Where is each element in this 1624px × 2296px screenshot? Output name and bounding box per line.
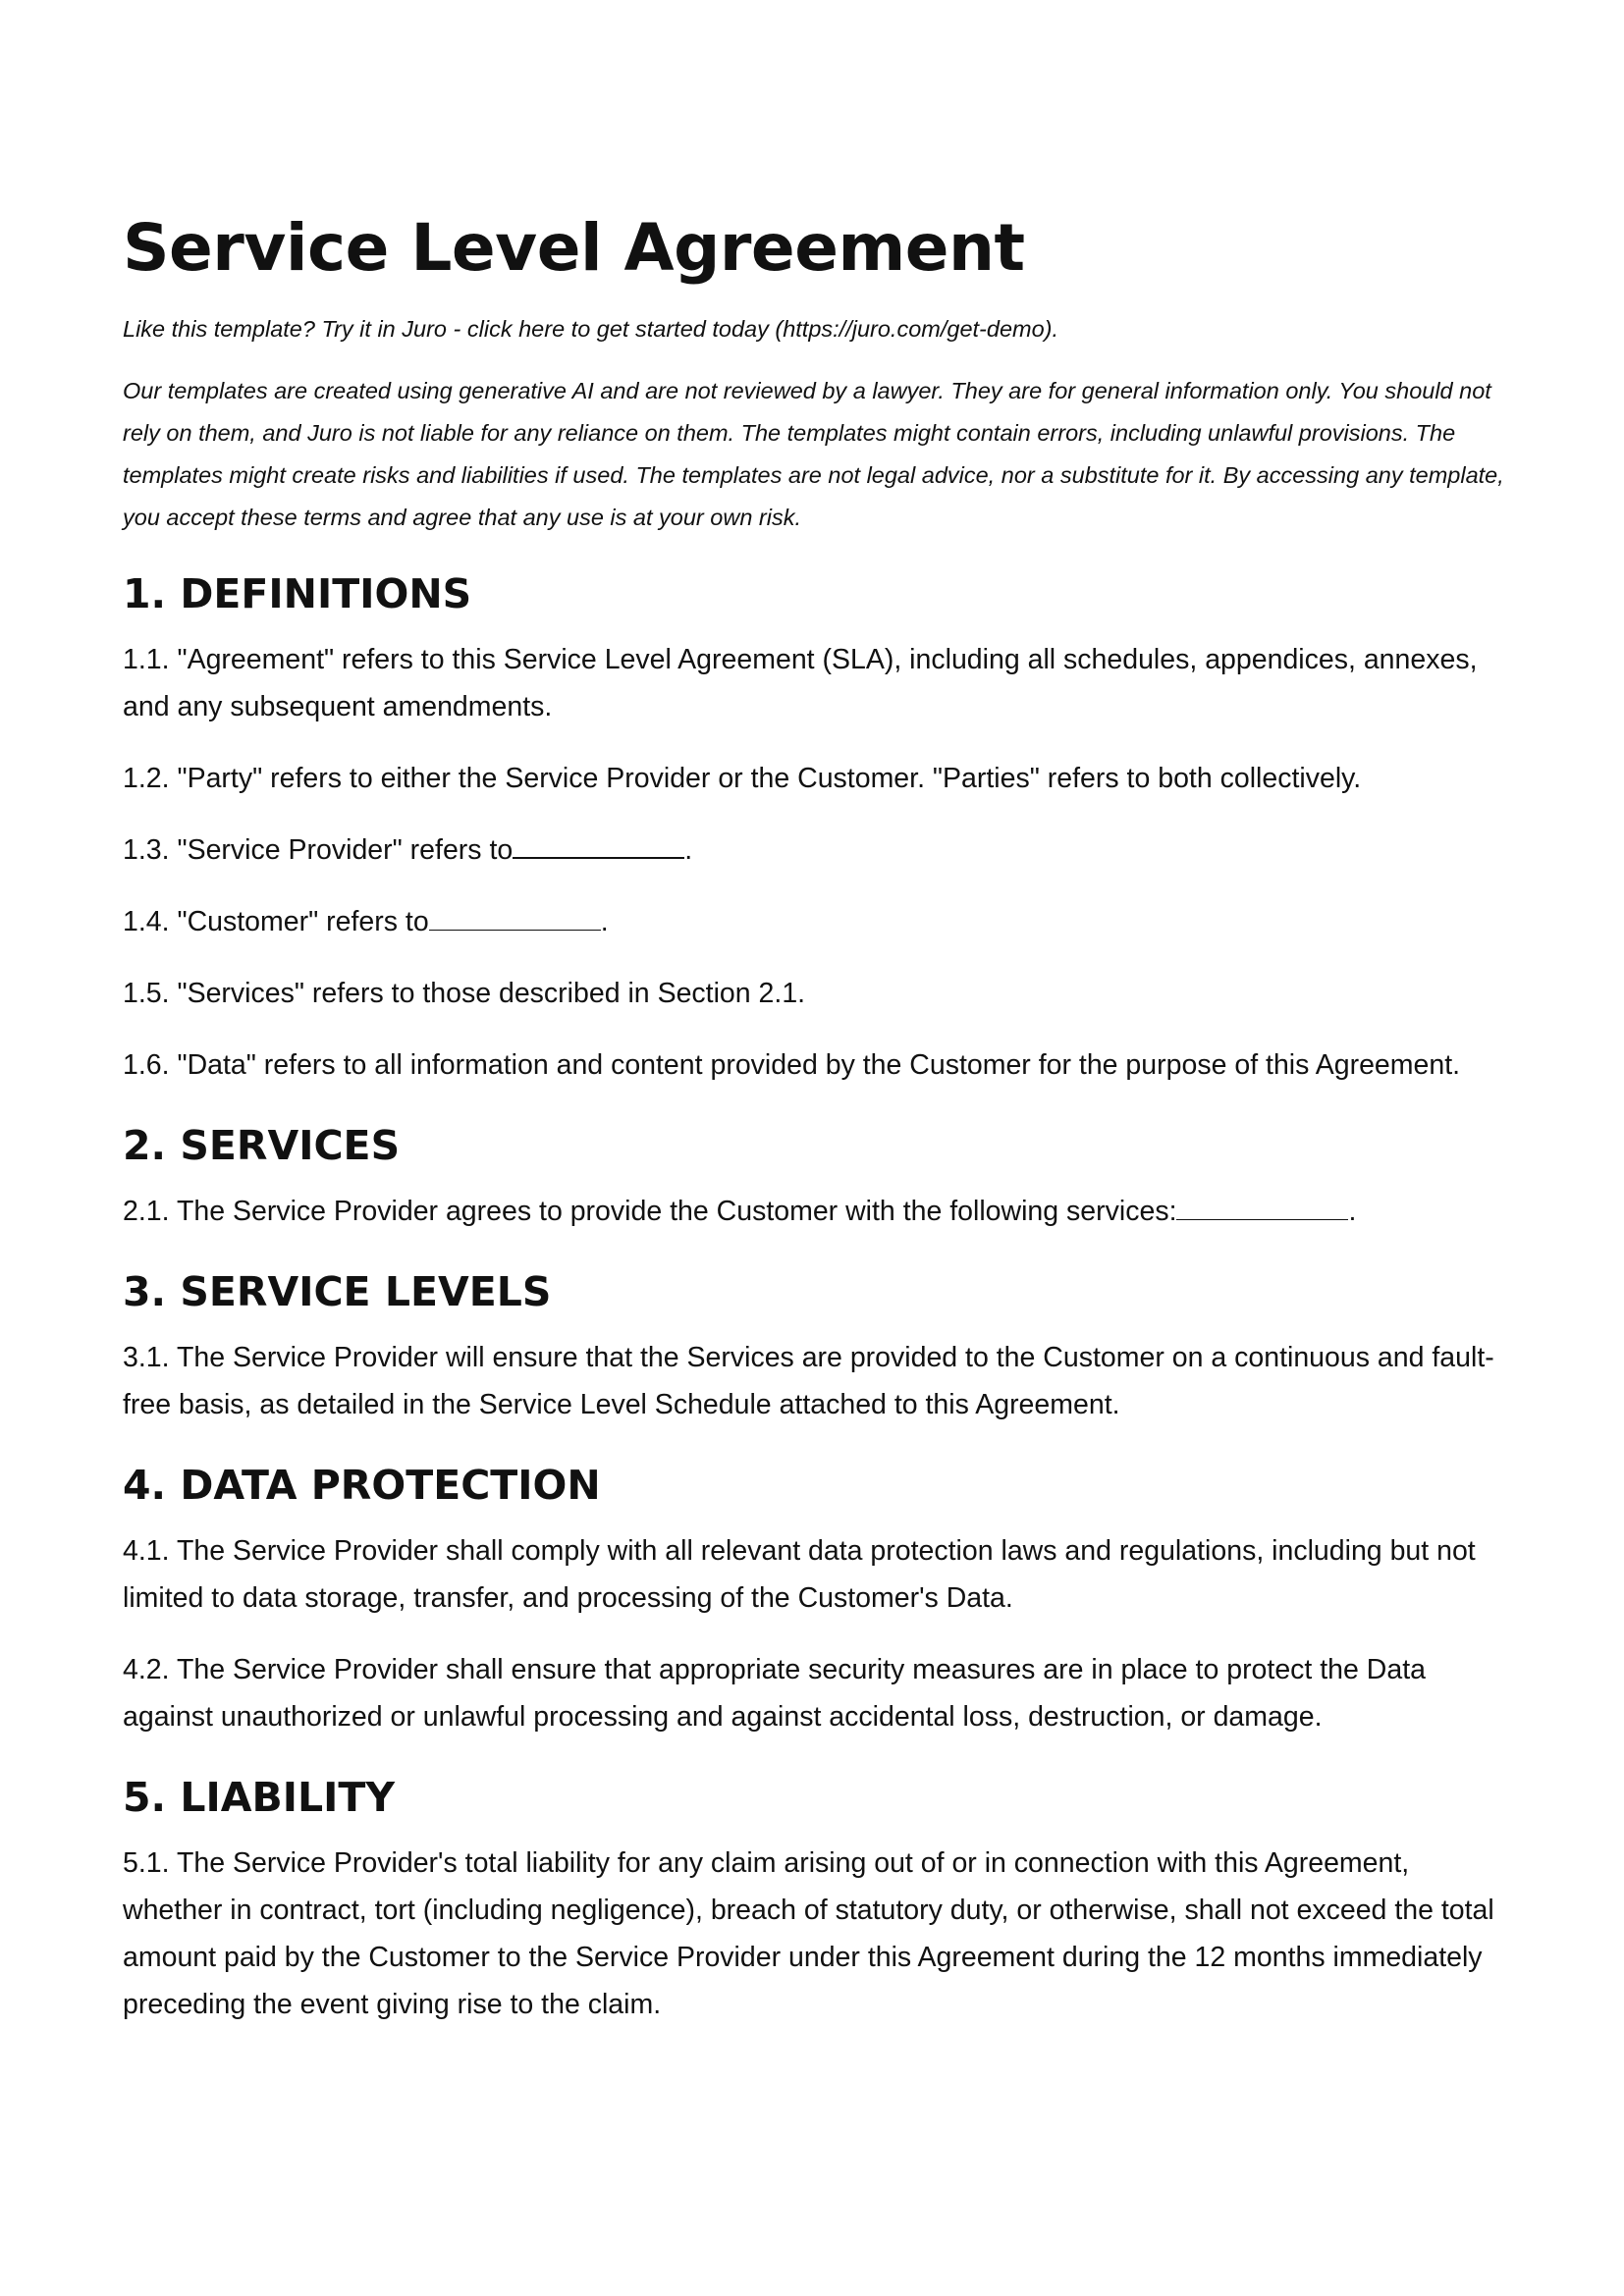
clause-2-1 — [123, 1188, 1507, 1235]
clause-4-2: 4.2. The Service Provider shall ensure that appropriate security measures are in place to protect the Data against unauthorized or unlawful processing and against accidental loss, destruction, or damage. — [123, 1654, 1427, 1733]
clause-1-6: 1.6. "Data" refers to all information and content provided by the Customer for the purpose of this Agreement. — [123, 1049, 1461, 1081]
clause-1-3-text: 1.3. "Service Provider" refers to — [123, 834, 514, 866]
clause-1-3 — [123, 827, 1507, 874]
services-blank[interactable] — [1176, 1200, 1348, 1220]
clause-4-1: 4.1. The Service Provider shall comply with all relevant data protection laws and regulations, including but not limited to data storage, transfer, and processing of the Customer's Data. — [123, 1535, 1476, 1614]
clause-2-1-text: 2.1. The Service Provider agrees to provide the Customer with the following services: — [123, 1196, 1177, 1227]
template-promo-note: Like this template? Try it in Juro - click here to get started today (https://juro.com/get-demo). — [123, 316, 1059, 342]
clause-5-1: 5.1. The Service Provider's total liability for any claim arising out of or in connection with this Agreement, whether in contract, tort (including negligence), breach of statutory duty, or otherwise, shall not exceed the total amount paid by the Customer to the Service Provider under this Agreement during the 12 months immediately preceding the event giving rise to the claim. — [123, 1847, 1494, 2020]
service-provider-blank[interactable] — [513, 837, 684, 859]
clause-1-4 — [123, 898, 1507, 945]
clause-1-4-end: . — [600, 906, 609, 937]
clause-1-5: 1.5. "Services" refers to those described in Section 2.1. — [123, 978, 806, 1009]
clause-2-1-end: . — [1348, 1196, 1357, 1227]
section-heading-liability: 5. LIABILITY — [123, 1774, 396, 1821]
section-heading-service-levels: 3. SERVICE LEVELS — [123, 1268, 552, 1315]
clause-1-1: 1.1. "Agreement" refers to this Service Level Agreement (SLA), including all schedules, appendices, annexes, and any subsequent amendments. — [123, 644, 1478, 722]
section-heading-services: 2. SERVICES — [123, 1122, 401, 1169]
customer-blank[interactable] — [429, 910, 601, 931]
section-heading-definitions: 1. DEFINITIONS — [123, 570, 472, 617]
clause-1-3-end: . — [684, 834, 693, 866]
clause-3-1: 3.1. The Service Provider will ensure that the Services are provided to the Customer on a continuous and fault-free basis, as detailed in the Service Level Schedule attached to this Agreement. — [123, 1342, 1494, 1420]
clause-1-4-text: 1.4. "Customer" refers to — [123, 906, 429, 937]
clause-1-2: 1.2. "Party" refers to either the Service Provider or the Customer. "Parties" refers to both collectively. — [123, 763, 1362, 794]
ai-disclaimer: Our templates are created using generative AI and are not reviewed by a lawyer. They are for general information only. You should not rely on them, and Juro is not liable for any reliance on them. The templates might contain errors, including unlawful provisions. The templates might create risks and liabilities if used. The templates are not legal advice, nor a substitute for it. By accessing any template, you accept these terms and agree that any use is at your own risk. — [123, 378, 1504, 530]
document-title: Service Level Agreement — [123, 210, 1025, 286]
document-page — [123, 210, 1507, 2053]
section-heading-data-protection: 4. DATA PROTECTION — [123, 1462, 601, 1509]
